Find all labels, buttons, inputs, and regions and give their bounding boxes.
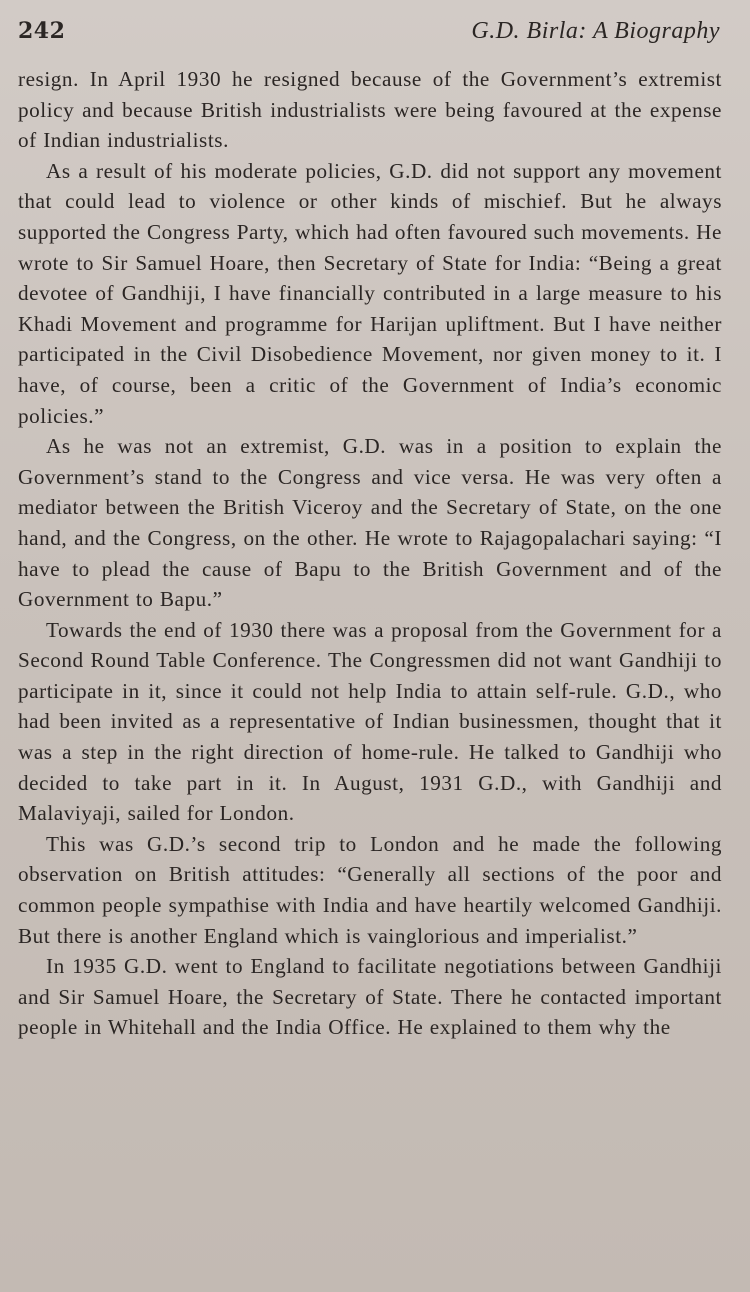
paragraph: As he was not an extremist, G.D. was in a position to explain the Government’s stand to the Congress and vice versa. He was very often a mediator between the British Viceroy and the Secretary of State, on the one hand, and the Congress, on the other. He wrote to Rajagopalachari saying: “I have to plead the cause of Bapu to the British Government and of the Government to Bapu.” xyxy=(18,434,722,612)
paragraph: This was G.D.’s second trip to London and he made the following observation on British attitudes: “Generally all sections of the poor and common people sympathise with India and have heartily welcomed Gandhiji. But there is another England which is vainglorious and imperialist.” xyxy=(18,831,722,948)
page-number: 242 xyxy=(18,18,66,44)
paragraph: Towards the end of 1930 there was a proposal from the Government for a Second Round Table Conference. The Congressmen did not want Gandhiji to participate in it, since it could not help India to attain self-rule. G.D., who had been invited as a representative of Indian businessmen, thought that it was a step in the right direction of home-rule. He talked to Gandhiji who decided to take part in it. In August, 1931 G.D., with Gandhiji and Malaviyaji, sailed for London. xyxy=(18,617,722,826)
paragraph: resign. In April 1930 he resigned because of the Government’s extremist policy and because British industrialists were being favoured at the expense of Indian industrialists. xyxy=(18,67,722,153)
paragraph: In 1935 G.D. went to England to facilitate negotiations between Gandhiji and Sir Samuel Hoare, the Secretary of State. There he contacted important people in Whitehall and the India Office. He explained to them why the xyxy=(18,954,722,1040)
paragraph: As a result of his moderate policies, G.D. did not support any movement that could lead to violence or other kinds of mischief. But he always supported the Congress Party, which had often favoured such movements. He wrote to Sir Samuel Hoare, then Secretary of State for India: “Being a great devotee of Gandhiji, I have financially contributed in a large measure to his Khadi Movement and programme for Harijan upliftment. But I have neither participated in the Civil Disobedience Movement, nor given money to it. I have, of course, been a critic of the Government of India’s economic policies.” xyxy=(18,158,722,428)
running-head: G.D. Birla: A Biography xyxy=(471,18,720,44)
body-text xyxy=(18,64,722,1043)
page-header xyxy=(18,18,722,58)
